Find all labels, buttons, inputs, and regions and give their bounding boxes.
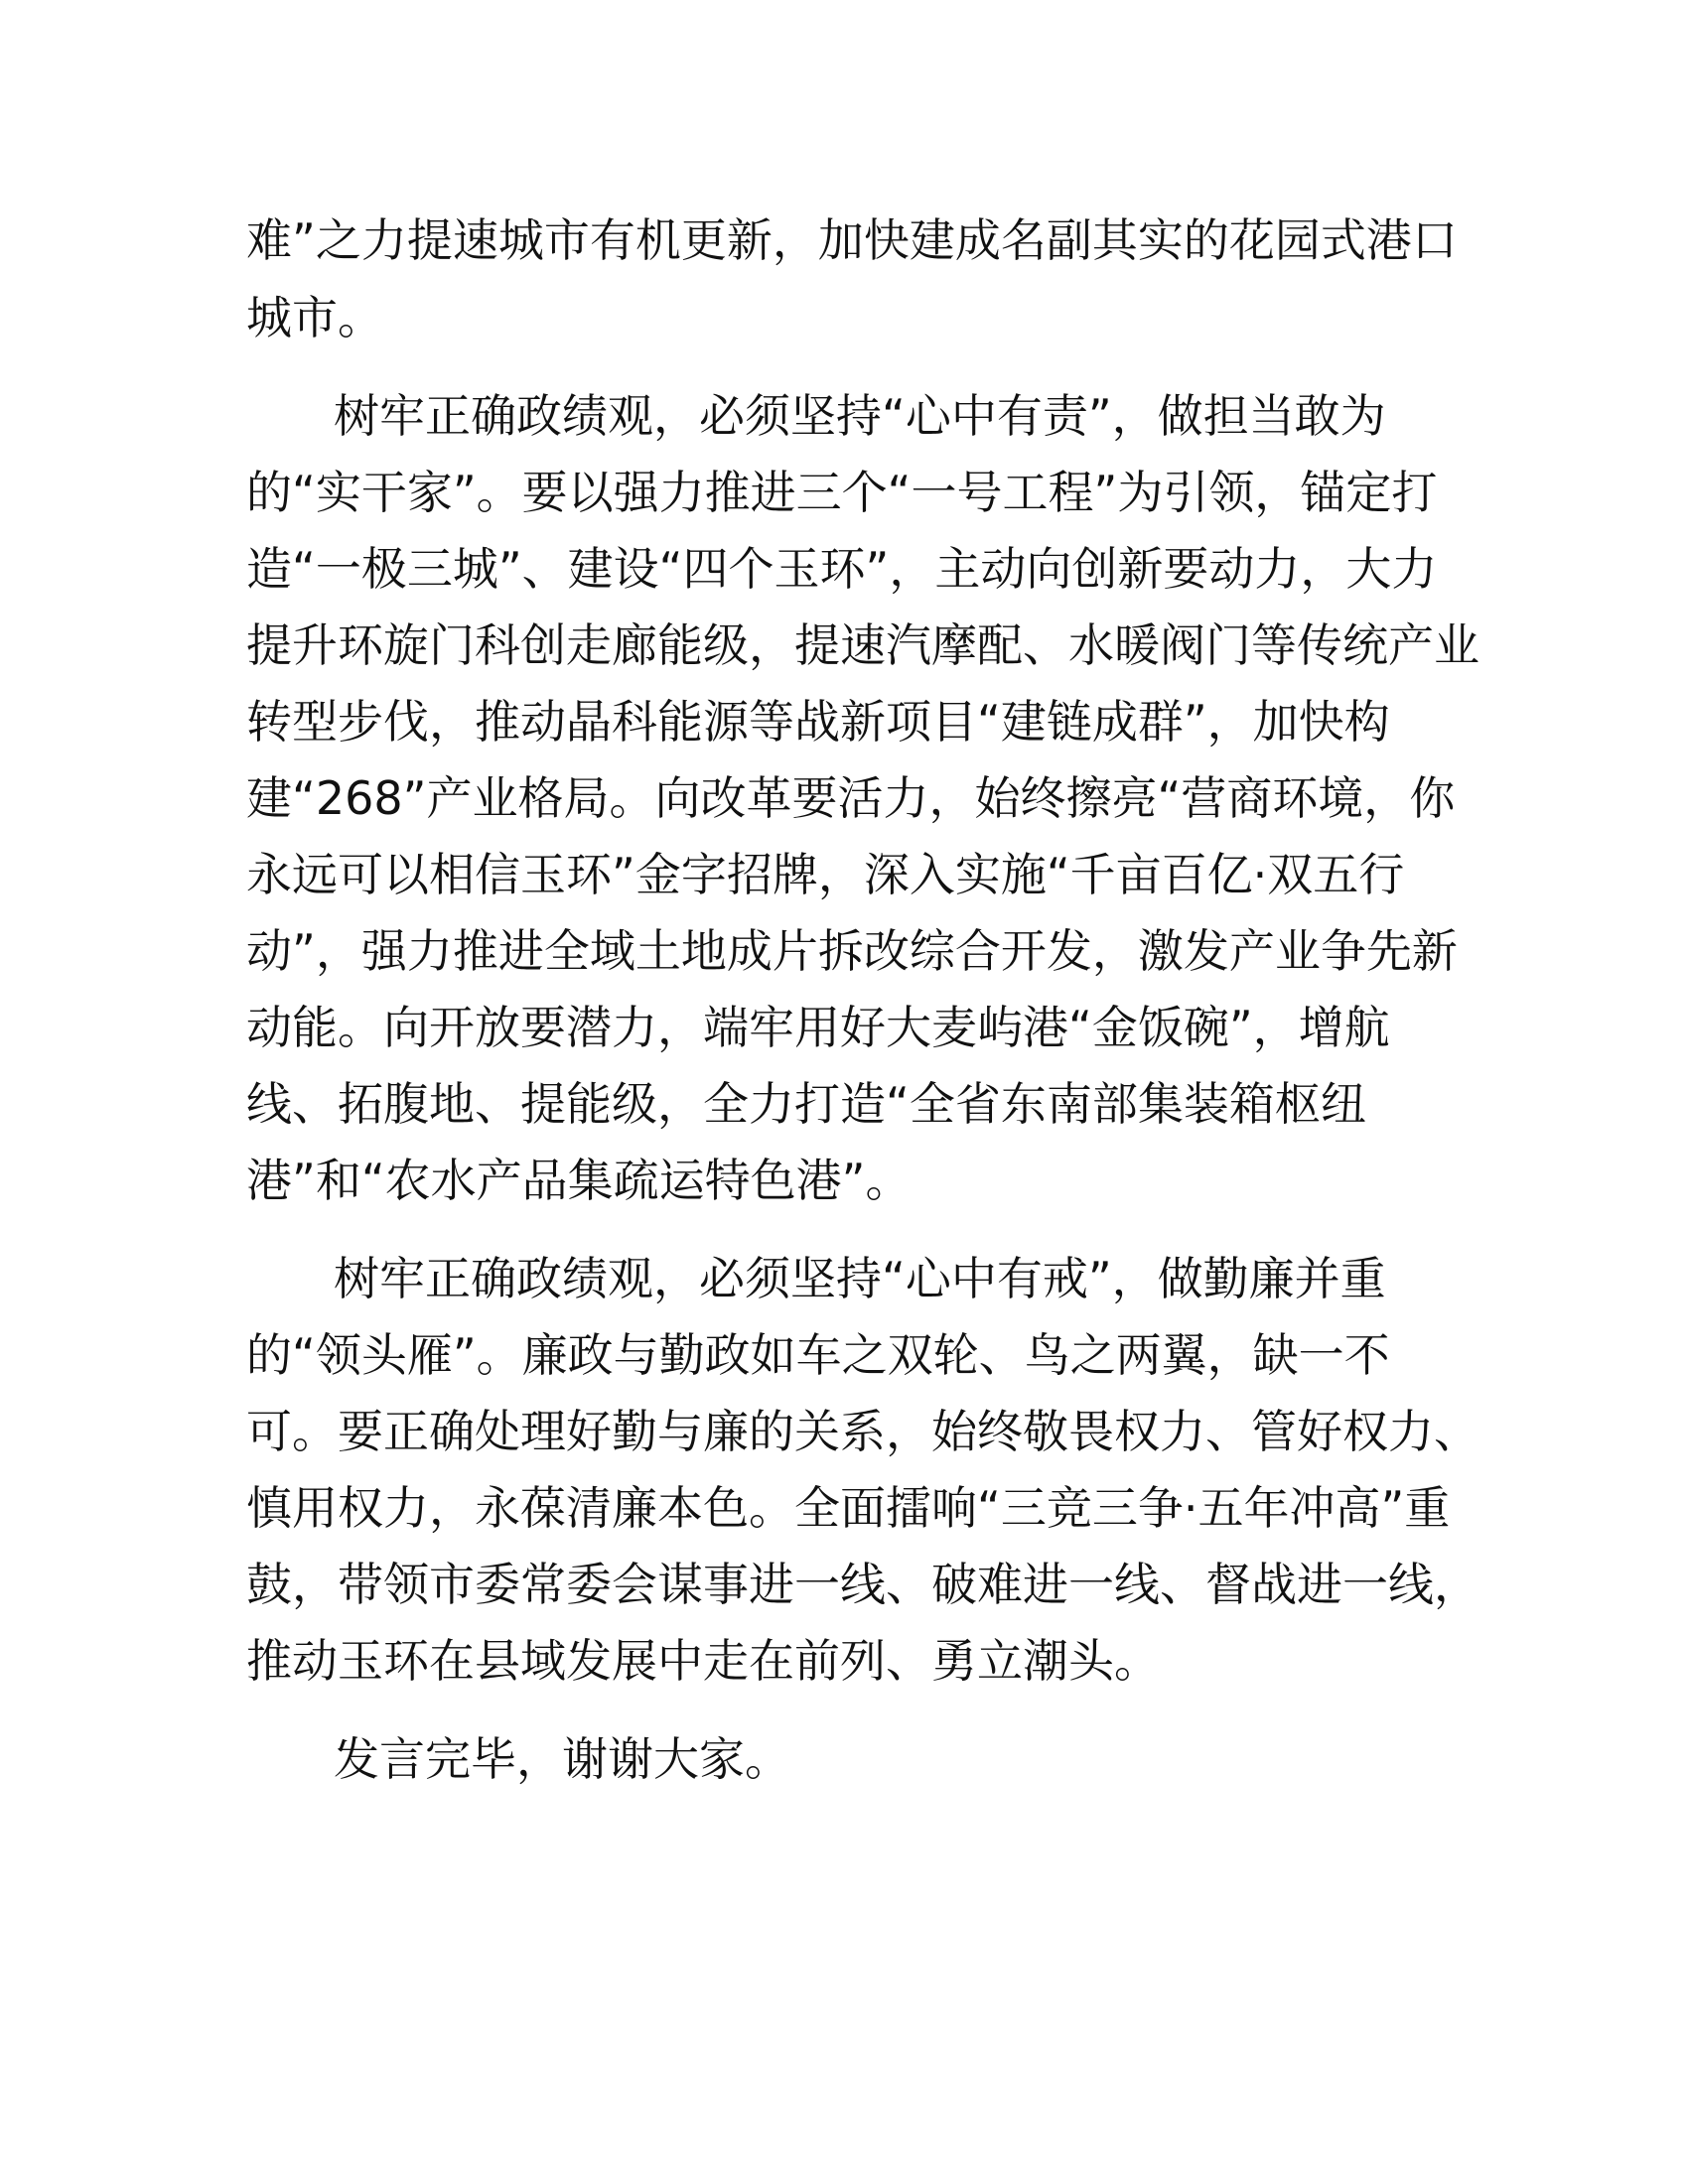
paragraph-2-line-1: 树牢正确政绩观，必须坚持“心中有责”，做担当敢为 [334, 389, 1386, 443]
paragraph-2-line-7: 永远可以相信玉环”金字招牌，深入实施“千亩百亿·双五行 [246, 848, 1405, 901]
paragraph-2-line-3: 造“一极三城”、建设“四个玉环”，主动向创新要动力，大力 [246, 542, 1438, 596]
paragraph-2-line-8: 动”，强力推进全域土地成片拆改综合开发，激发产业争先新 [246, 924, 1458, 978]
paragraph-3-line-4: 慎用权力，永葆清廉本色。全面擂响“三竞三争·五年冲高”重 [246, 1481, 1451, 1535]
paragraph-2-line-2: 的“实干家”。要以强力推进三个“一号工程”为引领，锚定打 [246, 466, 1438, 519]
paragraph-1-line-2: 城市。 [246, 291, 383, 344]
paragraph-2-line-11: 港”和“农水产品集疏运特色港”。 [246, 1154, 912, 1207]
paragraph-1-line-1: 难”之力提速城市有机更新，加快建成名副其实的花园式港口 [246, 213, 1458, 267]
paragraph-3-line-5: 鼓，带领市委常委会谋事进一线、破难进一线、督战进一线， [246, 1558, 1479, 1611]
paragraph-4-line-1: 发言完毕，谢谢大家。 [334, 1732, 790, 1786]
paragraph-2-line-9: 动能。向开放要潜力，端牢用好大麦屿港“金饭碗”，增航 [246, 1001, 1390, 1054]
paragraph-2-line-4: 提升环旋门科创走廊能级，提速汽摩配、水暖阀门等传统产业 [246, 618, 1479, 672]
paragraph-3-line-1: 树牢正确政绩观，必须坚持“心中有戒”，做勤廉并重 [334, 1252, 1386, 1305]
paragraph-2-line-6: 建“268”产业格局。向改革要活力，始终擦亮“营商环境，你 [246, 771, 1456, 825]
paragraph-2-line-10: 线、拓腹地、提能级，全力打造“全省东南部集装箱枢纽 [246, 1077, 1366, 1131]
paragraph-3-line-6: 推动玉环在县域发展中走在前列、勇立潮头。 [246, 1634, 1160, 1688]
paragraph-2-line-5: 转型步伐，推动晶科能源等战新项目“建链成群”，加快构 [246, 695, 1390, 749]
paragraph-3-line-2: 的“领头雁”。廉政与勤政如车之双轮、鸟之两翼，缺一不 [246, 1328, 1390, 1382]
paragraph-3-line-3: 可。要正确处理好勤与廉的关系，始终敬畏权力、管好权力、 [246, 1405, 1479, 1458]
